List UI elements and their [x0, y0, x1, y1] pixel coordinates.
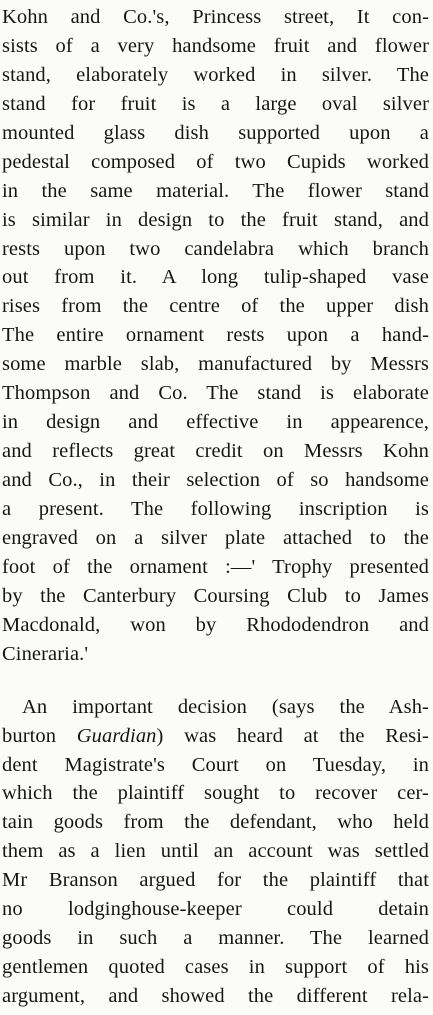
- text-line: which the plaintiff sought to recover cer-: [2, 782, 429, 805]
- text-line: rises from the centre of the upper dish: [2, 295, 429, 318]
- text-line: tain goods from the defendant, who held: [2, 811, 429, 834]
- italic-publication-name: Guardian: [76, 724, 157, 747]
- text-line: Mr Branson argued for the plaintiff that: [2, 869, 429, 892]
- text-line: engraved on a silver plate attached to the: [2, 526, 429, 549]
- text-line: pedestal composed of two Cupids worked: [2, 150, 429, 173]
- text-fragment: burton: [2, 724, 77, 747]
- text-line: sists of a very handsome fruit and flower: [2, 34, 429, 57]
- text-line: argument, and showed the different rela-: [2, 985, 429, 1008]
- text-line: Thompson and Co. The stand is elaborate: [2, 382, 429, 405]
- text-line: some marble slab, manufactured by Messrs: [2, 353, 429, 376]
- text-line: Macdonald, won by Rhododendron and: [2, 613, 429, 636]
- text-line: is similar in design to the fruit stand, and: [2, 208, 429, 231]
- text-line: in design and effective in appearence,: [2, 411, 429, 434]
- text-line: them as a lien until an account was settled: [2, 840, 429, 863]
- text-line: a present. The following inscription is: [2, 498, 429, 520]
- text-line: out from it. A long tulip-shaped vase: [2, 266, 429, 289]
- text-line: gentlemen quoted cases in support of his: [2, 956, 429, 979]
- text-line: no lodginghouse-keeper could detain: [2, 898, 429, 921]
- text-line: Kohn and Co.'s, Princess street, It con-: [2, 6, 429, 28]
- text-line: in the same material. The flower stand: [2, 179, 429, 202]
- text-line: foot of the ornament :—' Trophy presented: [2, 555, 429, 578]
- text-line: goods in such a manner. The learned: [2, 927, 429, 950]
- text-line: stand for fruit is a large oval silver: [2, 92, 429, 115]
- text-fragment: ) was heard at the Resi-: [156, 724, 429, 747]
- text-line: An important decision (says the Ash-: [22, 695, 429, 718]
- text-line: mounted glass dish supported upon a: [2, 121, 429, 144]
- text-line: [0, 722, 433, 751]
- text-line: stand, elaborately worked in silver. The: [2, 63, 429, 86]
- text-line: and reflects great credit on Messrs Kohn: [2, 440, 429, 463]
- text-line: by the Canterbury Coursing Club to James: [2, 584, 429, 607]
- text-line: The entire ornament rests upon a hand-: [2, 324, 429, 347]
- text-line: dent Magistrate's Court on Tuesday, in: [2, 753, 429, 776]
- text-line: rests upon two candelabra which branch: [2, 237, 429, 260]
- text-line: and Co., in their selection of so handsome: [2, 469, 429, 492]
- text-line: Cineraria.': [2, 642, 89, 665]
